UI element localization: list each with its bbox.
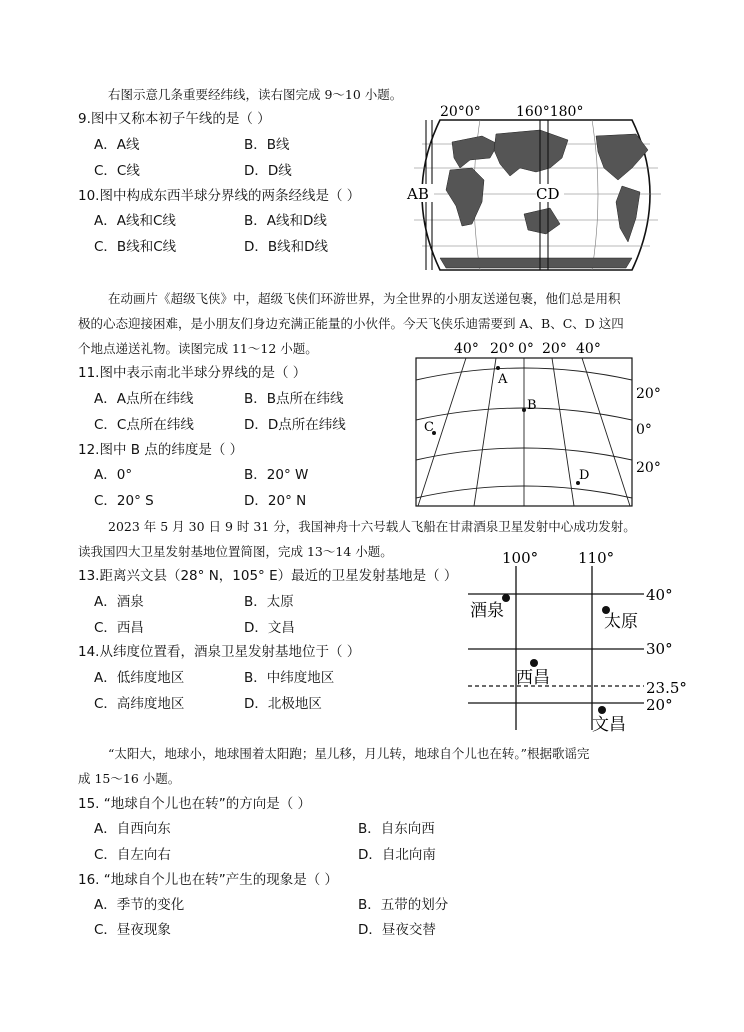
intro-11-12-line2: 极的心态迎接困难，是小朋友们身边充满正能量的小伙伴。今天飞侠乐迪需要到 A、B、C、D 这四 [78,316,624,331]
question-10: 10.图中构成东西半球分界线的两条经线是（ ） [78,188,361,204]
option-15d[interactable]: D．自北向南 [358,847,436,863]
fig1-ab-label: AB [407,185,429,203]
antarctica-land [440,258,632,268]
intro-15-16-line1: “太阳大，地球小，地球围着太阳跑；星儿移，月儿转，地球自个儿也在转。”根据歌谣完 [108,746,590,761]
option-13d[interactable]: D．文昌 [244,620,295,636]
option-12b[interactable]: B．20° W [244,467,309,483]
site-wenchang: 文昌 [592,715,626,735]
fig2-top-label-1: 40° [454,341,479,357]
intro-15-16-line2: 成 15～16 小题。 [78,771,181,786]
launch-sites-figure [462,546,702,740]
intro-11-12-line1: 在动画片《超级飞侠》中，超级飞侠们环游世界，为全世界的小朋友送递包裹，他们总是用积 [108,291,621,306]
lat-30-label: 30° [646,640,673,658]
fig1-top-right-label: 160°180° [516,104,584,120]
question-16: 16. “地球自个儿也在转”产生的现象是（ ） [78,872,339,888]
lat-23-5-label: 23.5° [646,679,687,697]
option-11d[interactable]: D．D点所在纬线 [244,417,346,433]
option-16b[interactable]: B．五带的划分 [358,897,449,913]
point-b-label: B [527,398,537,413]
question-14: 14.从纬度位置看，酒泉卫星发射基地位于（ ） [78,644,361,660]
option-9a[interactable]: A．A线 [94,137,140,153]
site-xichang: 西昌 [516,668,550,688]
fig1-top-left-label: 20°0° [440,104,481,120]
fig2-right-label-3: 20° [636,460,661,476]
lat-40-label: 40° [646,586,673,604]
option-10a[interactable]: A．A线和C线 [94,213,176,229]
fig2-top-label-2: 20° [490,341,515,357]
option-11a[interactable]: A．A点所在纬线 [94,391,194,407]
option-10c[interactable]: C．B线和C线 [94,239,177,255]
option-15c[interactable]: C．自左向右 [94,847,171,863]
fig2-right-label-1: 20° [636,386,661,402]
fig2-top-label-4: 20° [542,341,567,357]
site-jiuquan: 酒泉 [470,601,504,621]
option-12d[interactable]: D．20° N [244,493,307,509]
option-9d[interactable]: D．D线 [244,163,292,179]
question-13: 13.距离兴文县（28° N，105° E）最近的卫星发射基地是（ ） [78,568,458,584]
option-14d[interactable]: D．北极地区 [244,696,322,712]
option-13c[interactable]: C．西昌 [94,620,144,636]
lat-20-label: 20° [646,696,673,714]
option-12a[interactable]: A．0° [94,467,133,483]
question-12: 12.图中 B 点的纬度是（ ） [78,442,244,458]
site-taiyuan: 太原 [604,612,638,632]
question-11: 11.图中表示南北半球分界线的是（ ） [78,365,307,381]
option-15a[interactable]: A．自西向东 [94,821,171,837]
point-a-label: A [498,372,508,387]
lon-100-label: 100° [502,549,539,567]
option-16d[interactable]: D．昼夜交替 [358,922,436,938]
option-15b[interactable]: B．自东向西 [358,821,435,837]
option-14a[interactable]: A．低纬度地区 [94,670,185,686]
intro-13-14-line1: 2023 年 5 月 30 日 9 时 31 分，我国神舟十六号载人飞船在甘肃酒泉卫星发射中心成功发射。 [108,519,636,534]
option-16c[interactable]: C．昼夜现象 [94,922,171,938]
option-11b[interactable]: B．B点所在纬线 [244,391,344,407]
fig2-top-label-5: 40° [576,341,601,357]
fig2-right-label-2: 0° [636,422,652,438]
option-16a[interactable]: A．季节的变化 [94,897,185,913]
option-10d[interactable]: D．B线和D线 [244,239,329,255]
option-9c[interactable]: C．C线 [94,163,140,179]
option-10b[interactable]: B．A线和D线 [244,213,327,229]
fig2-top-label-3: 0° [518,341,534,357]
question-15: 15. “地球自个儿也在转”的方向是（ ） [78,796,312,812]
option-13b[interactable]: B．太原 [244,594,294,610]
intro-11-12-line3: 个地点递送礼物。读图完成 11～12 小题。 [78,341,318,356]
intro-13-14-line2: 读我国四大卫星发射基地位置简图，完成 13～14 小题。 [78,544,393,559]
fig1-cd-label: CD [536,185,560,203]
question-9: 9.图中又称本初子午线的是（ ） [78,111,271,127]
lon-110-label: 110° [578,549,615,567]
graticule-figure [410,338,670,512]
intro-9-10: 右图示意几条重要经纬线，读右图完成 9～10 小题。 [108,87,403,102]
option-14b[interactable]: B．中纬度地区 [244,670,335,686]
option-13a[interactable]: A．酒泉 [94,594,144,610]
option-11c[interactable]: C．C点所在纬线 [94,417,194,433]
point-d-label: D [579,468,590,483]
world-map-figure [400,98,672,274]
point-c-label: C [424,420,434,435]
option-14c[interactable]: C．高纬度地区 [94,696,185,712]
option-9b[interactable]: B．B线 [244,137,290,153]
option-12c[interactable]: C．20° S [94,493,154,509]
